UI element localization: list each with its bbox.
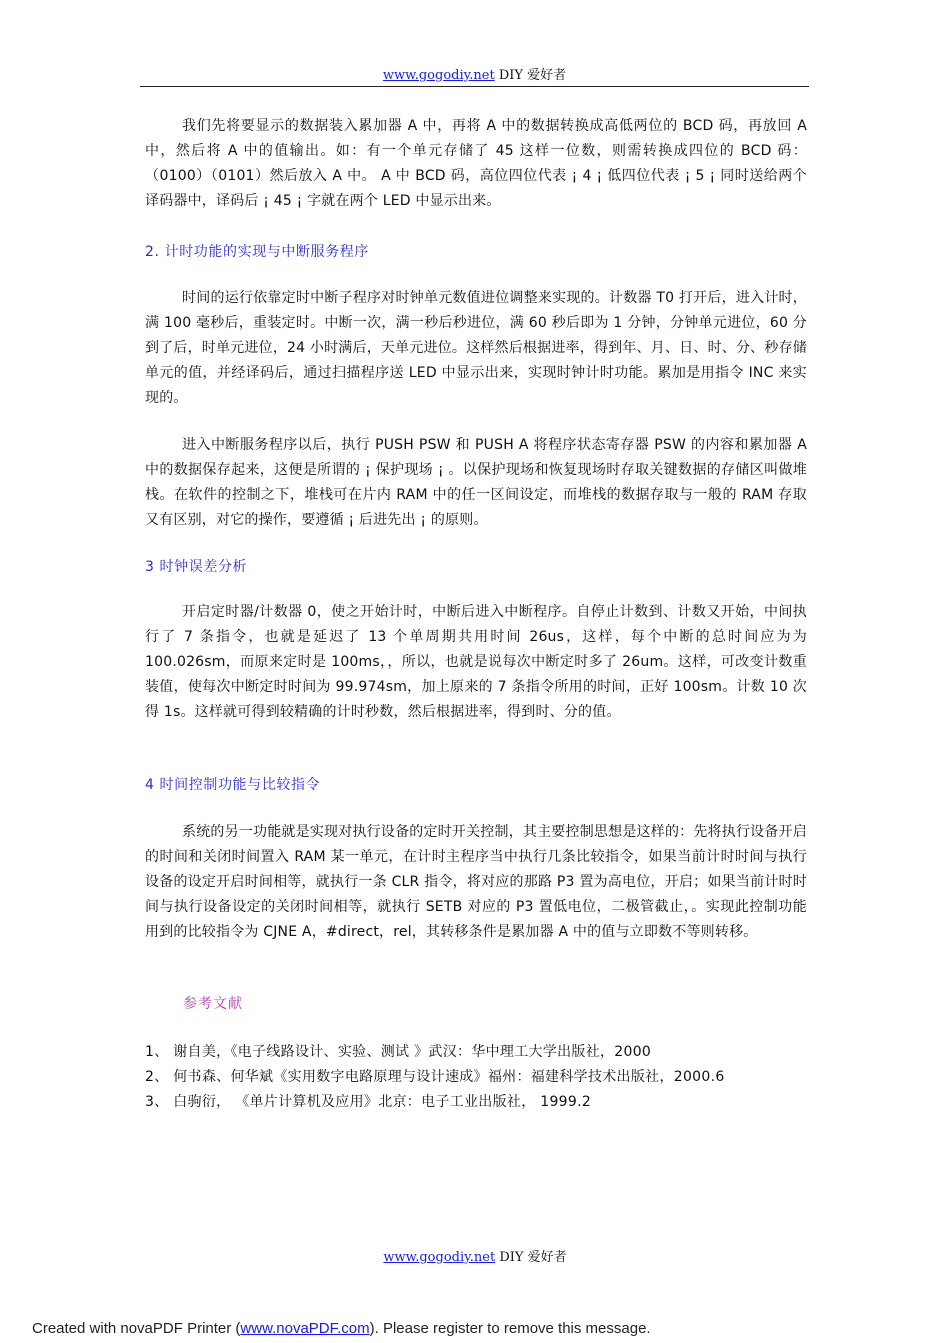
header-site-name: DIY 爱好者 — [498, 68, 567, 83]
paragraph-bcd-conversion: 我们先将要显示的数据装入累加器 A 中，再将 A 中的数据转换成高低两位的 BCD 码，再放回 A 中，然后将 A 中的值输出。如：有一个单元存储了 45 这样一位数，则需转换成四位的 BCD 码：（0100）（0101）然后放入 A 中。 A 中 BCD 码，高位四位代表 ¡ 4 ¡ 低四位代表 ¡ 5 ¡ 同时送给两个译码器中，译码后 ¡ 45 ¡ 字就在两个 LED 中显示出来。 — [145, 118, 807, 209]
paragraph-timing: 时间的运行依靠定时中断子程序对时钟单元数值进位调整来实现的。计数器 T0 打开后，进入计时，满 100 毫秒后，重装定时。中断一次，满一秒后秒进位，满 60 秒后即为 1 分钟，分钟单元进位，60 分到了后，时单元进位，24 小时满后，天单元进位。这样然后根据进率，得到年、月、日、时、分、秒存储单元的值，并经译码后，通过扫描程序送 LED 中显示出来，实现时钟计时功能。累加是用指令 INC 来实现的。 — [145, 290, 807, 406]
header-link[interactable]: www.gogodiy.net — [382, 68, 495, 83]
paragraph-interrupt-service: 进入中断服务程序以后，执行 PUSH PSW 和 PUSH A 将程序状态寄存器 PSW 的内容和累加器 A 中的数据保存起来，这便是所谓的 ¡ 保护现场 ¡ 。以保护现场和恢复现场时存取关键数据的存储区叫做堆栈。在软件的控制之下，堆栈可在片内 RAM 中的任一区间设定，而堆栈的数据存取与一般的 RAM 存取又有区别，对它的操作，要遵循 ¡ 后进先出 ¡ 的原则。 — [145, 437, 807, 528]
notice-link[interactable]: www.novaPDF.com — [240, 1320, 370, 1337]
reference-item: 3、 白驹衍， 《单片计算机及应用》北京：电子工业出版社， 1999.2 — [145, 1094, 592, 1110]
section-heading-3: 3 时钟误差分析 — [145, 559, 248, 575]
notice-prefix: Created with novaPDF Printer ( — [32, 1320, 241, 1337]
reference-item: 2、 何书森、何华斌《实用数字电路原理与设计速成》福州：福建科学技术出版社，2000.6 — [145, 1069, 725, 1085]
reference-item: 1、 谢自美，《电子线路设计、实验、测试 》武汉：华中理工大学出版社，2000 — [145, 1044, 652, 1060]
page-footer — [0, 1246, 950, 1265]
paragraph-error-analysis: 开启定时器/计数器 0，使之开始计时，中断后进入中断程序。自停止计数到、计数又开始，中间执行了 7 条指令，也就是延迟了 13 个单周期共用时间 26us，这样，每个中断的总时间应为为 100.026sm，而原来定时是 100ms，，所以，也就是说每次中断定时多了 26um。这样，可改变计数重装值，使每次中断定时时间为 99.974sm，加上原来的 7 条指令所用的时间，正好 100sm。计数 10 次得 1s。这样就可得到较精确的计时秒数，然后根据进率，得到时、分的值。 — [145, 604, 807, 720]
references-title: 参考文献 — [183, 996, 243, 1012]
paragraph-control-function: 系统的另一功能就是实现对执行设备的定时开关控制，其主要控制思想是这样的：先将执行设备开启的时间和关闭时间置入 RAM 某一单元，在计时主程序当中执行几条比较指令，如果当前计时时间与执行设备的设定开启时间相等，就执行一条 CLR 指令，将对应的那路 P3 置为高电位，开启；如果当前计时时间与执行设备设定的关闭时间相等，就执行 SETB 对应的 P3 置低电位，二极管截止，。实现此控制功能用到的比较指令为 CJNE A，#direct，rel，其转移条件是累加器 A 中的值与立即数不等则转移。 — [145, 824, 807, 940]
pdf-printer-notice — [32, 1320, 651, 1337]
section-heading-4: 4 时间控制功能与比较指令 — [145, 777, 321, 793]
header-rule — [140, 86, 809, 87]
footer-link[interactable]: www.gogodiy.net — [383, 1250, 496, 1265]
section-heading-2: 2. 计时功能的实现与中断服务程序 — [145, 244, 370, 260]
page-header — [140, 64, 809, 83]
footer-site-name: DIY 爱好者 — [499, 1250, 567, 1265]
notice-suffix: ). Please register to remove this message. — [369, 1320, 651, 1337]
